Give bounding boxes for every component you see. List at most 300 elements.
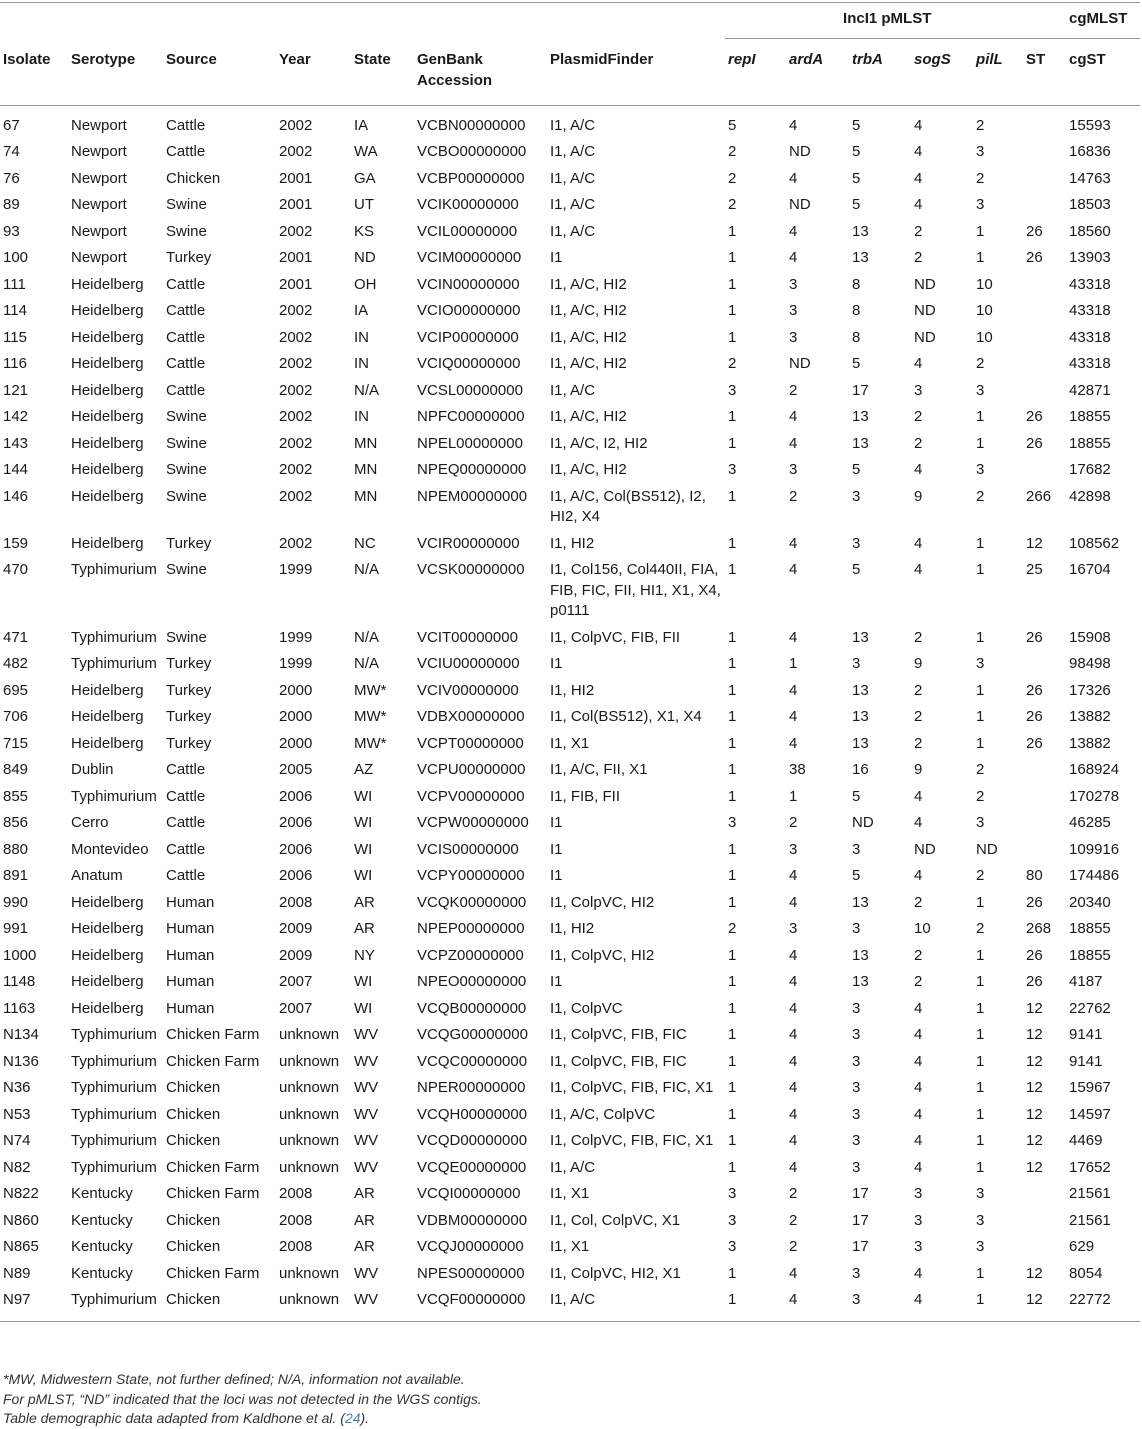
cell-trba: 3 xyxy=(849,1287,911,1321)
cell-genbank: NPFC00000000 xyxy=(417,408,525,425)
cell-sogs: 9 xyxy=(914,655,923,672)
cell-pill: 1 xyxy=(976,222,985,240)
cell-repi: 1 xyxy=(728,275,737,293)
cell-pill: 3 xyxy=(976,814,985,831)
cell-pill: 3 xyxy=(976,1211,985,1229)
cell-st xyxy=(1023,1234,1066,1261)
col-header-repi: repI xyxy=(725,39,786,106)
cell-year: 2001 xyxy=(279,275,313,293)
cell-st: 25 xyxy=(1026,561,1043,578)
cell-st: 266 xyxy=(1026,487,1052,505)
cell-year: 2002 xyxy=(279,487,313,505)
cell-arda: 2 xyxy=(789,1211,798,1229)
cell-state: WV xyxy=(354,1105,379,1123)
cell-cgst: 22772 xyxy=(1066,1287,1140,1321)
cell-year: 2008 xyxy=(279,893,313,911)
table-row xyxy=(0,810,1140,837)
cell-sogs: 4 xyxy=(914,1105,923,1123)
cell-st: 12 xyxy=(1026,999,1043,1017)
cell-arda: 4 xyxy=(789,1158,798,1176)
cell-serotype: Typhimurium xyxy=(71,1052,157,1070)
table-row xyxy=(0,192,1140,219)
cell-st: 26 xyxy=(1026,973,1043,990)
cell-year: 2002 xyxy=(279,461,313,478)
cell-source: Cattle xyxy=(166,761,206,778)
cell-sogs: 3 xyxy=(914,381,923,399)
cell-arda: 4 xyxy=(789,973,798,990)
cell-genbank: NPEL00000000 xyxy=(417,434,523,452)
footnote-source xyxy=(3,1409,482,1429)
cell-genbank: VCSK00000000 xyxy=(417,561,525,578)
table-row xyxy=(0,1261,1140,1288)
cell-state: KS xyxy=(354,222,375,240)
cell-trba: 3 xyxy=(852,1052,861,1070)
cell-trba: 13 xyxy=(852,434,869,452)
cell-cgst: 13903 xyxy=(1069,249,1111,266)
cell-cgst: 13882 xyxy=(1069,734,1111,752)
cell-serotype: Dublin xyxy=(71,761,114,778)
cell-cgst: 43318 xyxy=(1069,355,1111,372)
cell-genbank: VCIR00000000 xyxy=(417,534,520,552)
cell-pill: 2 xyxy=(976,761,985,778)
cell-st xyxy=(1023,837,1066,864)
cell-genbank: VCQH00000000 xyxy=(417,1105,528,1123)
cell-state: WI xyxy=(354,973,373,990)
cell-st xyxy=(1023,166,1066,193)
cell-serotype: Heidelberg xyxy=(71,920,144,937)
cell-repi: 1 xyxy=(728,487,737,505)
cell-year: 2002 xyxy=(279,222,313,240)
cell-year: 2001 xyxy=(279,169,313,187)
cell-sogs: 2 xyxy=(914,734,923,752)
col-header-arda: ardA xyxy=(786,39,849,106)
cell-isolate: 855 xyxy=(3,787,29,805)
cell-cgst: 21561 xyxy=(1069,1211,1111,1229)
table-row xyxy=(0,969,1140,996)
cell-st xyxy=(1023,139,1066,166)
cell-isolate: 471 xyxy=(3,628,29,646)
cell-source: Cattle xyxy=(166,355,206,372)
table-row xyxy=(0,943,1140,970)
cell-pill: 3 xyxy=(976,1185,985,1202)
cell-state: WI xyxy=(354,814,373,831)
cell-plasmidfinder: I1, ColpVC, HI2, X1 xyxy=(550,1264,681,1282)
cell-state: WV xyxy=(351,1287,414,1321)
cell-trba: 17 xyxy=(852,1211,869,1229)
table-row xyxy=(0,916,1140,943)
cell-serotype: Newport xyxy=(71,249,127,266)
cell-state: UT xyxy=(354,196,374,213)
cell-repi: 1 xyxy=(728,1052,737,1070)
table-header xyxy=(0,0,1140,105)
cell-cgst: 18855 xyxy=(1069,946,1111,964)
cell-serotype: Typhimurium xyxy=(71,655,157,672)
cell-cgst: 18503 xyxy=(1069,196,1111,213)
cell-plasmidfinder: I1 xyxy=(550,814,563,831)
cell-trba: 5 xyxy=(852,461,861,478)
cell-serotype: Heidelberg xyxy=(71,434,144,452)
cell-trba: 17 xyxy=(852,381,869,399)
cell-trba: 13 xyxy=(852,222,869,240)
cell-trba: 3 xyxy=(852,534,861,552)
cell-serotype: Typhimurium xyxy=(71,1105,157,1123)
cell-sogs: 2 xyxy=(914,222,923,240)
cell-plasmidfinder: I1 xyxy=(550,973,563,990)
cell-genbank: VCPV00000000 xyxy=(417,787,525,805)
cell-isolate: N36 xyxy=(3,1079,31,1096)
cell-plasmidfinder: I1 xyxy=(550,249,563,266)
cell-sogs: 2 xyxy=(914,408,923,425)
cell-cgst: 43318 xyxy=(1069,328,1111,346)
cell-sogs: 4 xyxy=(914,116,923,134)
cell-plasmidfinder: I1, A/C, Col(BS512), I2, HI2, X4 xyxy=(550,487,706,525)
cell-isolate: N134 xyxy=(3,1026,39,1043)
cell-arda: 3 xyxy=(789,275,798,293)
cell-state: WV xyxy=(354,1264,379,1282)
cell-serotype: Heidelberg xyxy=(71,999,144,1017)
cell-serotype: Newport xyxy=(71,196,127,213)
cell-plasmidfinder: I1, X1 xyxy=(550,1238,590,1255)
cell-trba: 3 xyxy=(852,1105,861,1123)
cell-repi: 2 xyxy=(728,169,737,187)
cell-plasmidfinder: I1, ColpVC, FIB, FIC, X1 xyxy=(550,1079,714,1096)
cell-plasmidfinder: I1, ColpVC, HI2 xyxy=(550,893,655,911)
cell-state: N/A xyxy=(354,561,380,578)
cell-year: 2002 xyxy=(279,143,313,160)
cell-sogs: 4 xyxy=(914,355,923,372)
cell-st xyxy=(1023,298,1066,325)
cell-serotype: Kentucky xyxy=(71,1238,133,1255)
cell-arda: 4 xyxy=(789,116,798,134)
cell-genbank: VCPW00000000 xyxy=(417,814,529,831)
cell-trba: 13 xyxy=(852,973,869,990)
cell-sogs: 3 xyxy=(914,1211,923,1229)
cell-sogs: 9 xyxy=(914,761,923,778)
cell-cgst: 17682 xyxy=(1069,461,1111,478)
cell-pill: 3 xyxy=(976,381,985,399)
col-header-sogs: sogS xyxy=(911,39,973,106)
col-header-source: Source xyxy=(163,39,276,106)
cell-genbank: VDBX00000000 xyxy=(417,708,525,725)
cell-st: 26 xyxy=(1026,249,1043,266)
cell-pill: 10 xyxy=(976,328,993,346)
cell-st xyxy=(1023,457,1066,484)
cell-st xyxy=(1023,325,1066,352)
cell-repi: 3 xyxy=(728,1211,737,1229)
cell-repi: 5 xyxy=(728,116,737,134)
cell-arda: 3 xyxy=(789,328,798,346)
cell-cgst: 4469 xyxy=(1069,1132,1103,1149)
cell-isolate: 114 xyxy=(3,302,27,319)
cell-source: Cattle xyxy=(166,840,206,858)
cell-genbank: VCIM00000000 xyxy=(417,249,522,266)
cell-trba: 5 xyxy=(852,867,861,884)
table-row xyxy=(0,651,1140,678)
cell-plasmidfinder: I1, Col, ColpVC, X1 xyxy=(550,1211,681,1229)
cell-genbank: VCBP00000000 xyxy=(417,169,525,187)
cell-sogs: 4 xyxy=(914,534,923,552)
cell-isolate: 144 xyxy=(3,461,29,478)
cell-repi: 3 xyxy=(728,1238,737,1255)
cell-year: 1999 xyxy=(279,655,313,672)
cell-sogs: 4 xyxy=(914,196,923,213)
cell-source: Cattle xyxy=(166,116,206,134)
cell-cgst: 9141 xyxy=(1069,1052,1103,1070)
cell-trba: ND xyxy=(852,814,874,831)
cell-plasmidfinder: I1, A/C xyxy=(547,1287,725,1321)
cell-source: Swine xyxy=(166,487,207,505)
cell-genbank: VCIO00000000 xyxy=(417,302,521,319)
cell-st: 12 xyxy=(1026,1158,1043,1176)
cell-pill: 2 xyxy=(976,867,985,884)
cell-st: 12 xyxy=(1026,1132,1043,1149)
cell-genbank: NPEO00000000 xyxy=(417,973,527,990)
cell-state: N/A xyxy=(354,628,380,646)
cell-serotype: Heidelberg xyxy=(71,734,144,752)
cell-trba: 13 xyxy=(852,628,869,646)
table-row xyxy=(0,784,1140,811)
cell-st: 12 xyxy=(1026,1105,1043,1123)
cell-serotype: Heidelberg xyxy=(71,408,144,425)
cell-plasmidfinder: I1, A/C xyxy=(550,1158,596,1176)
cell-arda: 2 xyxy=(789,1185,798,1202)
cell-serotype: Newport xyxy=(71,116,127,134)
cell-repi: 1 xyxy=(728,328,737,346)
col-header-isolate: Isolate xyxy=(0,39,68,106)
cell-plasmidfinder: I1, A/C xyxy=(550,381,596,399)
table-row xyxy=(0,139,1140,166)
col-header-st: ST xyxy=(1023,39,1066,106)
cell-arda: 4 xyxy=(786,1287,849,1321)
table-row xyxy=(0,219,1140,246)
reference-link[interactable]: 24 xyxy=(344,1410,361,1426)
cell-state: MW* xyxy=(354,708,387,725)
cell-genbank: VCQI00000000 xyxy=(417,1185,521,1202)
cell-genbank: NPER00000000 xyxy=(417,1079,526,1096)
cell-source: Chicken Farm xyxy=(166,1052,260,1070)
cell-sogs: 10 xyxy=(914,920,931,937)
cell-isolate: 143 xyxy=(3,434,29,452)
cell-repi: 1 xyxy=(728,534,737,552)
cell-year: 2001 xyxy=(279,249,313,266)
cell-repi: 1 xyxy=(728,1158,737,1176)
cell-state: IA xyxy=(354,302,369,319)
cell-year: 2000 xyxy=(279,734,313,752)
cell-cgst: 109916 xyxy=(1069,840,1120,858)
cell-pill: 2 xyxy=(976,116,985,134)
table-row xyxy=(0,890,1140,917)
cell-year: 2002 xyxy=(279,534,313,552)
cell-state: WV xyxy=(354,1158,379,1176)
cell-source: Swine xyxy=(166,561,207,578)
cell-plasmidfinder: I1, A/C, FII, X1 xyxy=(550,761,648,778)
cell-arda: 2 xyxy=(789,487,798,505)
cell-serotype: Heidelberg xyxy=(71,302,144,319)
cell-genbank: VCBN00000000 xyxy=(417,116,526,134)
cell-cgst: 22762 xyxy=(1069,999,1111,1017)
cell-st: 26 xyxy=(1026,681,1043,699)
table-body xyxy=(0,105,1140,1321)
cell-sogs: 2 xyxy=(914,434,923,452)
cell-repi: 1 xyxy=(728,867,737,884)
cell-isolate: 89 xyxy=(3,196,20,213)
cell-trba: 3 xyxy=(852,999,861,1017)
cell-isolate: 74 xyxy=(3,143,20,160)
cell-genbank: VCIT00000000 xyxy=(417,628,518,646)
cell-st xyxy=(1023,810,1066,837)
cell-year: unknown xyxy=(279,1132,340,1149)
cell-trba: 3 xyxy=(852,1026,861,1043)
cell-genbank: VCIS00000000 xyxy=(417,840,519,858)
cell-plasmidfinder: I1, HI2 xyxy=(550,920,595,937)
cell-repi: 1 xyxy=(728,434,737,452)
cell-pill: 1 xyxy=(976,408,985,425)
cell-repi: 2 xyxy=(728,355,737,372)
cell-isolate: 1000 xyxy=(3,946,37,964)
cell-sogs: 4 xyxy=(914,169,923,187)
cell-state: WV xyxy=(354,1052,379,1070)
cell-st: 26 xyxy=(1026,734,1043,752)
column-header-row xyxy=(0,39,1140,106)
cell-year: 2002 xyxy=(279,434,313,452)
cell-state: AZ xyxy=(354,761,374,778)
cell-genbank: VCBO00000000 xyxy=(417,143,527,160)
cell-year: 2009 xyxy=(279,946,313,964)
cell-repi: 1 xyxy=(728,1105,737,1123)
cell-state: NC xyxy=(354,534,376,552)
cell-isolate: 990 xyxy=(3,893,29,911)
cell-arda: 4 xyxy=(789,222,798,240)
cell-arda: 4 xyxy=(789,1026,798,1043)
cell-serotype: Heidelberg xyxy=(71,973,144,990)
cell-serotype: Kentucky xyxy=(71,1211,133,1229)
cell-plasmidfinder: I1 xyxy=(550,655,563,672)
cell-state: MN xyxy=(354,461,378,478)
cell-year: 1999 xyxy=(279,561,313,578)
cell-isolate: 470 xyxy=(3,561,29,578)
cell-trba: 3 xyxy=(852,655,861,672)
cell-sogs: ND xyxy=(914,302,936,319)
cell-repi: 1 xyxy=(728,628,737,646)
cell-year: 2008 xyxy=(279,1211,313,1229)
cell-st: 12 xyxy=(1026,1026,1043,1043)
cell-sogs: 4 xyxy=(914,1026,923,1043)
cell-pill: 1 xyxy=(976,1105,985,1123)
cell-genbank: VCSL00000000 xyxy=(417,381,523,399)
cell-arda: 4 xyxy=(789,681,798,699)
table-row xyxy=(0,1128,1140,1155)
cell-arda: 4 xyxy=(789,867,798,884)
cell-isolate: 1148 xyxy=(3,973,36,990)
cell-pill: 1 xyxy=(976,999,985,1017)
col-header-pill: pilL xyxy=(973,39,1023,106)
cell-repi: 2 xyxy=(728,196,737,213)
cell-genbank: VCQF00000000 xyxy=(414,1287,547,1321)
cell-st: 12 xyxy=(1026,1079,1043,1096)
cell-serotype: Typhimurium xyxy=(71,787,157,805)
cell-sogs: 4 xyxy=(911,1287,973,1321)
cell-state: MW* xyxy=(354,681,387,699)
table-row xyxy=(0,837,1140,864)
cell-pill: 2 xyxy=(976,787,985,805)
cell-arda: 4 xyxy=(789,1264,798,1282)
cell-year: unknown xyxy=(279,1264,340,1282)
cell-sogs: 2 xyxy=(914,681,923,699)
cell-arda: 1 xyxy=(789,655,798,672)
cell-source: Chicken xyxy=(163,1287,276,1321)
cell-sogs: 2 xyxy=(914,708,923,725)
cell-plasmidfinder: I1, ColpVC, FIB, FII xyxy=(550,628,681,646)
cell-arda: 4 xyxy=(789,628,798,646)
cell-pill: 10 xyxy=(976,275,993,293)
cell-plasmidfinder: I1, ColpVC xyxy=(550,999,623,1017)
cell-repi: 3 xyxy=(728,381,737,399)
cell-isolate: N53 xyxy=(3,1105,31,1123)
cell-pill: 1 xyxy=(976,893,985,911)
cell-isolate: N97 xyxy=(0,1287,68,1321)
cell-state: AR xyxy=(354,1211,375,1229)
cell-pill: 1 xyxy=(976,734,985,752)
cell-pill: 2 xyxy=(976,355,985,372)
table-row xyxy=(0,272,1140,299)
cell-serotype: Heidelberg xyxy=(71,355,144,372)
cell-st xyxy=(1023,1208,1066,1235)
cell-year: unknown xyxy=(276,1287,351,1321)
cell-sogs: 4 xyxy=(914,461,923,478)
cell-trba: 13 xyxy=(852,708,869,725)
cell-arda: 4 xyxy=(789,1079,798,1096)
pmlst-group-header: IncI1 pMLST xyxy=(725,0,1066,39)
cell-year: 2006 xyxy=(279,840,313,858)
cell-cgst: 42871 xyxy=(1069,381,1111,399)
cell-serotype: Heidelberg xyxy=(71,708,144,725)
footnote-source-prefix: Table demographic data adapted from Kaldhone et al. ( xyxy=(3,1410,345,1426)
cell-genbank: VCIV00000000 xyxy=(417,681,519,699)
cell-trba: 13 xyxy=(852,408,869,425)
cell-serotype: Heidelberg xyxy=(71,893,144,911)
cell-genbank: VDBM00000000 xyxy=(417,1211,528,1229)
cell-state: N/A xyxy=(354,655,380,672)
cell-repi: 1 xyxy=(725,1287,786,1321)
table-row xyxy=(0,484,1140,531)
cell-cgst: 9141 xyxy=(1069,1026,1103,1043)
cell-pill: 1 xyxy=(976,628,985,646)
cell-year: unknown xyxy=(279,1158,340,1176)
cell-state: WI xyxy=(354,840,373,858)
cell-serotype: Heidelberg xyxy=(71,328,144,346)
cell-repi: 1 xyxy=(728,999,737,1017)
cell-pill: 3 xyxy=(976,143,985,160)
cell-plasmidfinder: I1, A/C, I2, HI2 xyxy=(550,434,648,452)
cgmlst-group-header: cgMLST xyxy=(1066,0,1140,39)
cell-cgst: 174486 xyxy=(1069,867,1120,884)
cell-arda: 4 xyxy=(789,1132,798,1149)
cell-trba: 3 xyxy=(852,1079,861,1096)
cell-arda: 4 xyxy=(789,561,798,578)
cell-sogs: 4 xyxy=(914,1132,923,1149)
cell-year: 2002 xyxy=(279,302,313,319)
cell-source: Human xyxy=(166,946,215,964)
cell-state: OH xyxy=(354,275,377,293)
cell-serotype: Heidelberg xyxy=(71,381,144,399)
cell-cgst: 170278 xyxy=(1069,787,1120,805)
cell-cgst: 168924 xyxy=(1069,761,1120,778)
cell-year: unknown xyxy=(279,1105,340,1123)
cell-st xyxy=(1023,351,1066,378)
cell-state: AR xyxy=(354,920,375,937)
cell-arda: ND xyxy=(789,355,811,372)
cell-plasmidfinder: I1, FIB, FII xyxy=(550,787,621,805)
